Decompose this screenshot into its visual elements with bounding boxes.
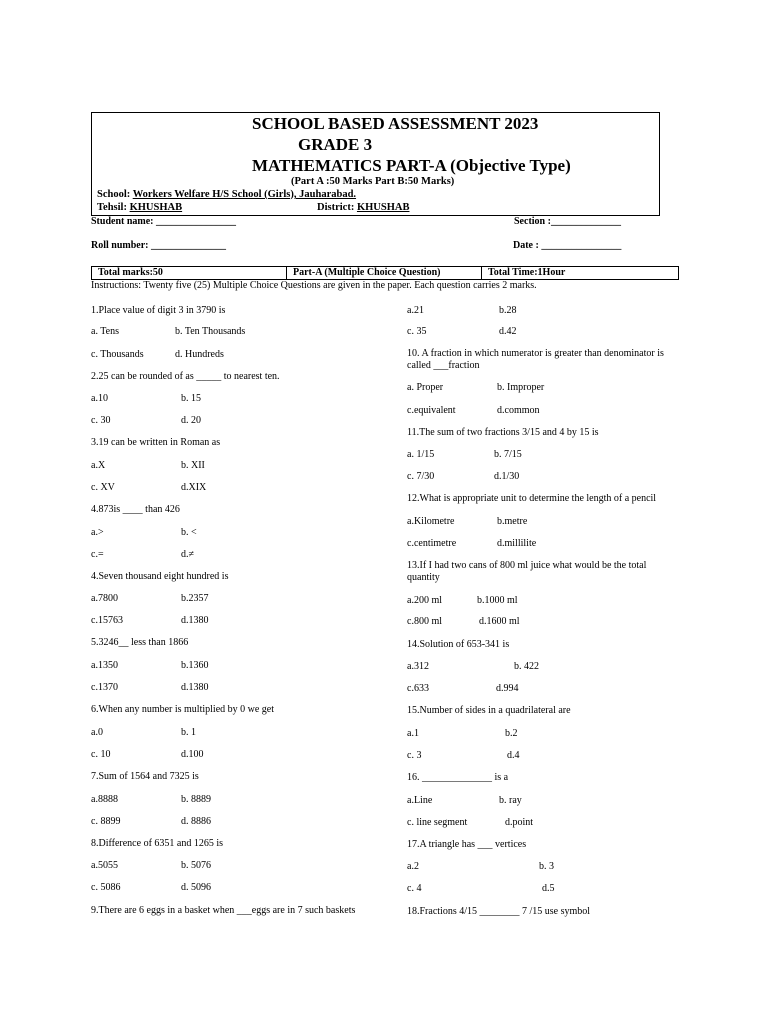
question-17: 17.A triangle has ___ vertices <box>407 839 527 850</box>
option-3b[interactable]: b. XII <box>181 460 205 471</box>
option-3a[interactable]: a.X <box>91 460 106 471</box>
school-value: Workers Welfare H/S School (Girls), Jauharabad. <box>132 189 357 200</box>
subject-title: MATHEMATICS PART-A (Objective Type) <box>252 156 571 175</box>
question-12: 12.What is appropriate unit to determine the length of a pencil <box>407 493 657 504</box>
part-label: Part-A (Multiple Choice Question) <box>287 267 482 279</box>
option-8b[interactable]: b. 5076 <box>181 860 211 871</box>
option-14d[interactable]: d.994 <box>496 683 519 694</box>
total-time: Total Time:1Hour <box>488 267 566 278</box>
option-16c[interactable]: c. line segment <box>407 817 468 828</box>
option-12a[interactable]: a.Kilometre <box>407 516 455 527</box>
option-16a[interactable]: a.Line <box>407 795 433 806</box>
marks-table <box>91 266 679 280</box>
question-4a: 4.873is ____ than 426 <box>91 504 180 515</box>
option-11b[interactable]: b. 7/15 <box>494 449 522 460</box>
option-5d[interactable]: d.1380 <box>181 682 209 693</box>
option-7c[interactable]: c. 8899 <box>91 816 121 827</box>
option-1b[interactable]: b. Ten Thousands <box>175 326 246 337</box>
option-4a-b[interactable]: b. < <box>181 527 197 538</box>
option-6c[interactable]: c. 10 <box>91 749 111 760</box>
question-4b: 4.Seven thousand eight hundred is <box>91 571 229 582</box>
option-6a[interactable]: a.0 <box>91 727 103 738</box>
option-12d[interactable]: d.millilite <box>497 538 537 549</box>
option-15d[interactable]: d.4 <box>507 750 520 761</box>
option-10b[interactable]: b. Improper <box>497 382 545 393</box>
option-14c[interactable]: c.633 <box>407 683 429 694</box>
question-18: 18.Fractions 4/15 ________ 7 /15 use symbol <box>407 906 591 917</box>
option-4b-c[interactable]: c.15763 <box>91 615 123 626</box>
tehsil-value: KHUSHAB <box>129 202 183 213</box>
option-15c[interactable]: c. 3 <box>407 750 422 761</box>
total-marks: Total marks:50 <box>92 267 287 279</box>
question-14: 14.Solution of 653-341 is <box>407 639 510 650</box>
tehsil-line <box>97 202 182 213</box>
option-9b[interactable]: b.28 <box>499 305 517 316</box>
option-6d[interactable]: d.100 <box>181 749 204 760</box>
district-line <box>317 202 409 213</box>
option-7a[interactable]: a.8888 <box>91 794 118 805</box>
option-17b[interactable]: b. 3 <box>539 861 554 872</box>
question-10: 10. A fraction in which numerator is greater than denominator is called ___fraction <box>407 348 664 371</box>
option-15b[interactable]: b.2 <box>505 728 518 739</box>
option-9c[interactable]: c. 35 <box>407 326 427 337</box>
date-field[interactable]: Date : ________________ <box>513 240 622 251</box>
option-7d[interactable]: d. 8886 <box>181 816 211 827</box>
option-13b[interactable]: b.1000 ml <box>477 595 518 606</box>
option-1d[interactable]: d. Hundreds <box>175 349 224 360</box>
option-8a[interactable]: a.5055 <box>91 860 118 871</box>
option-10a[interactable]: a. Proper <box>407 382 444 393</box>
option-12b[interactable]: b.metre <box>497 516 528 527</box>
roll-number-field[interactable]: Roll number: _______________ <box>91 240 226 251</box>
question-5: 5.3246__ less than 1866 <box>91 637 189 648</box>
question-3: 3.19 can be written in Roman as <box>91 437 221 448</box>
question-16: 16. ______________ is a <box>407 772 509 783</box>
option-17a[interactable]: a.2 <box>407 861 419 872</box>
option-11c[interactable]: c. 7/30 <box>407 471 435 482</box>
school-label: School: <box>97 189 131 200</box>
assessment-title: SCHOOL BASED ASSESSMENT 2023 <box>252 114 539 133</box>
question-2: 2.25 can be rounded of as _____ to nearest ten. <box>91 371 280 382</box>
option-4b-d[interactable]: d.1380 <box>181 615 209 626</box>
option-14b[interactable]: b. 422 <box>514 661 539 672</box>
question-11: 11.The sum of two fractions 3/15 and 4 by 15 is <box>407 427 599 438</box>
option-9a[interactable]: a.21 <box>407 305 424 316</box>
option-16b[interactable]: b. ray <box>499 795 522 806</box>
option-5a[interactable]: a.1350 <box>91 660 118 671</box>
question-6: 6.When any number is multiplied by 0 we get <box>91 704 275 715</box>
question-15: 15.Number of sides in a quadrilateral are <box>407 705 571 716</box>
option-13d[interactable]: d.1600 ml <box>479 616 520 627</box>
grade-title: GRADE 3 <box>298 135 373 154</box>
option-5b[interactable]: b.1360 <box>181 660 209 671</box>
option-4a-a[interactable]: a.> <box>91 527 104 538</box>
option-3d[interactable]: d.XIX <box>181 482 207 493</box>
option-12c[interactable]: c.centimetre <box>407 538 457 549</box>
school-line <box>97 189 356 200</box>
parts-info: (Part A :50 Marks Part B:50 Marks) <box>291 176 455 187</box>
option-1c[interactable]: c. Thousands <box>91 349 144 360</box>
option-16d[interactable]: d.point <box>505 817 534 828</box>
option-13c[interactable]: c.800 ml <box>407 616 442 627</box>
option-10d[interactable]: d.common <box>497 405 540 416</box>
option-2a[interactable]: a.10 <box>91 393 108 404</box>
option-2c[interactable]: c. 30 <box>91 415 111 426</box>
question-8: 8.Difference of 6351 and 1265 is <box>91 838 224 849</box>
option-11a[interactable]: a. 1/15 <box>407 449 435 460</box>
option-15a[interactable]: a.1 <box>407 728 419 739</box>
question-9: 9.There are 6 eggs in a basket when ___eggs are in 7 such baskets <box>91 905 356 916</box>
option-13a[interactable]: a.200 ml <box>407 595 442 606</box>
question-1: 1.Place value of digit 3 in 3790 is <box>91 305 226 316</box>
option-4a-c[interactable]: c.= <box>91 549 104 560</box>
option-4b-a[interactable]: a.7800 <box>91 593 118 604</box>
district-label: District: <box>317 202 355 213</box>
option-6b[interactable]: b. 1 <box>181 727 196 738</box>
option-14a[interactable]: a.312 <box>407 661 429 672</box>
option-5c[interactable]: c.1370 <box>91 682 118 693</box>
option-7b[interactable]: b. 8889 <box>181 794 211 805</box>
option-9d[interactable]: d.42 <box>499 326 517 337</box>
district-value: KHUSHAB <box>356 202 410 213</box>
question-7: 7.Sum of 1564 and 7325 is <box>91 771 199 782</box>
student-name-field[interactable]: Student name: ________________ <box>91 216 237 227</box>
option-8d[interactable]: d. 5096 <box>181 882 211 893</box>
section-field[interactable]: Section :______________ <box>514 216 621 227</box>
question-13: 13.If I had two cans of 800 ml juice what would be the total quantity <box>407 560 647 583</box>
option-4a-d[interactable]: d.≠ <box>181 549 194 560</box>
instructions: Instructions: Twenty five (25) Multiple Choice Questions are given in the paper. Each question carries 2 marks. <box>91 280 537 291</box>
option-11d[interactable]: d.1/30 <box>494 471 520 482</box>
option-8c[interactable]: c. 5086 <box>91 882 121 893</box>
option-17c[interactable]: c. 4 <box>407 883 422 894</box>
option-10c[interactable]: c.equivalent <box>407 405 456 416</box>
option-1a[interactable]: a. Tens <box>91 326 119 337</box>
header-box <box>91 112 660 216</box>
option-4b-b[interactable]: b.2357 <box>181 593 209 604</box>
tehsil-label: Tehsil: <box>97 202 127 213</box>
option-17d[interactable]: d.5 <box>542 883 555 894</box>
option-2d[interactable]: d. 20 <box>181 415 201 426</box>
option-2b[interactable]: b. 15 <box>181 393 201 404</box>
option-3c[interactable]: c. XV <box>91 482 115 493</box>
